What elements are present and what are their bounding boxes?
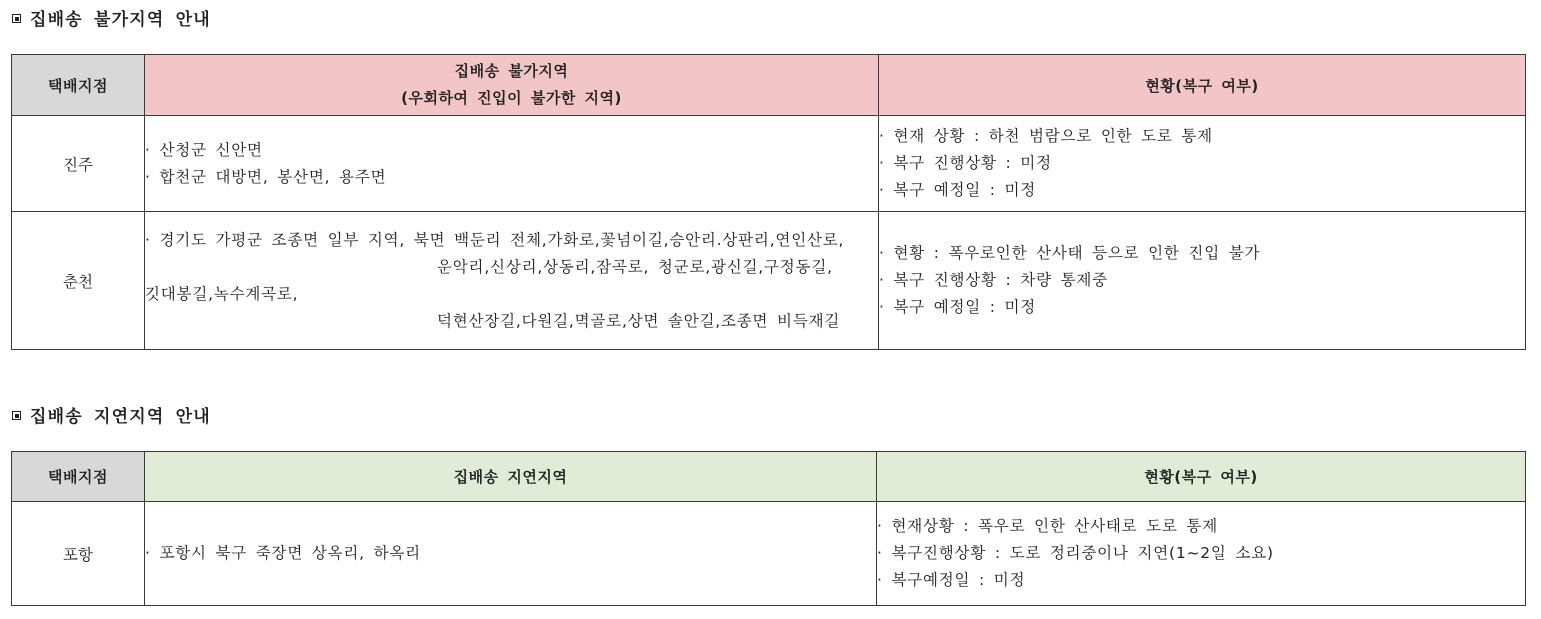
- area-line: 깃대봉길,녹수계곡로,: [145, 284, 299, 303]
- status-line: · 현황 : 폭우로인한 산사태 등으로 인한 진입 불가: [879, 244, 1261, 262]
- branch-column-header: 택배지점: [12, 452, 145, 502]
- delayed-areas-table: [11, 451, 1526, 606]
- table-row: [12, 116, 1526, 212]
- area-line: · 산청군 신안면: [145, 140, 263, 159]
- square-bullet-icon: [12, 411, 21, 420]
- delayed-section-title-text: 집배송 지연지역 안내: [30, 407, 211, 427]
- status-line: · 복구 진행상황 : 차량 통제중: [879, 271, 1108, 289]
- area-cell: [145, 116, 879, 212]
- status-line: · 현재 상황 : 하천 범람으로 인한 도로 통제: [879, 127, 1213, 145]
- table-header-row: [12, 55, 1526, 116]
- area-header-line1: 집배송 불가지역: [454, 62, 569, 80]
- status-line: · 복구 진행상황 : 미정: [879, 154, 1052, 172]
- area-line: · 합천군 대방면, 봉산면, 용주면: [145, 167, 387, 186]
- table-header-row: [12, 452, 1526, 502]
- status-line: · 복구예정일 : 미정: [877, 571, 1026, 589]
- area-cell: [145, 502, 877, 606]
- branch-cell: 진주: [12, 116, 145, 212]
- status-line: · 복구진행상황 : 도로 정리중이나 지연(1~2일 소요): [877, 544, 1274, 562]
- area-line: 덕현산장길,다원길,멱골로,상면 솔안길,조종면 비득재길: [437, 311, 841, 330]
- status-cell: [877, 502, 1526, 606]
- status-cell: [879, 116, 1526, 212]
- status-cell: [879, 212, 1526, 350]
- area-column-header: [145, 55, 879, 116]
- area-line: · 포항시 북구 죽장면 상옥리, 하옥리: [145, 544, 421, 562]
- status-line: · 복구 예정일 : 미정: [879, 181, 1037, 199]
- table-row: [12, 212, 1526, 350]
- unavailable-areas-table: [11, 54, 1526, 350]
- status-column-header: 현황(복구 여부): [879, 55, 1526, 116]
- unavailable-section-title: [12, 5, 211, 30]
- area-line: 운악리,신상리,상동리,잠곡로, 청군로,광신길,구정동길,: [437, 257, 833, 276]
- branch-cell: 춘천: [12, 212, 145, 350]
- branch-cell: 포항: [12, 502, 145, 606]
- square-bullet-icon: [12, 14, 21, 23]
- area-column-header: 집배송 지연지역: [145, 452, 877, 502]
- delayed-section-title: [12, 402, 211, 427]
- unavailable-section-title-text: 집배송 불가지역 안내: [30, 10, 211, 30]
- branch-column-header: 택배지점: [12, 55, 145, 116]
- status-column-header: 현황(복구 여부): [877, 452, 1526, 502]
- area-header-line2: (우회하여 진입이 불가한 지역): [401, 89, 622, 107]
- table-row: [12, 502, 1526, 606]
- status-line: · 현재상황 : 폭우로 인한 산사태로 도로 통제: [877, 517, 1218, 535]
- area-line: · 경기도 가평군 조종면 일부 지역, 북면 백둔리 전체,가화로,꽃넘이길,승안리.상판리,연인산로,: [145, 230, 845, 249]
- status-line: · 복구 예정일 : 미정: [879, 298, 1037, 316]
- area-cell: [145, 212, 879, 350]
